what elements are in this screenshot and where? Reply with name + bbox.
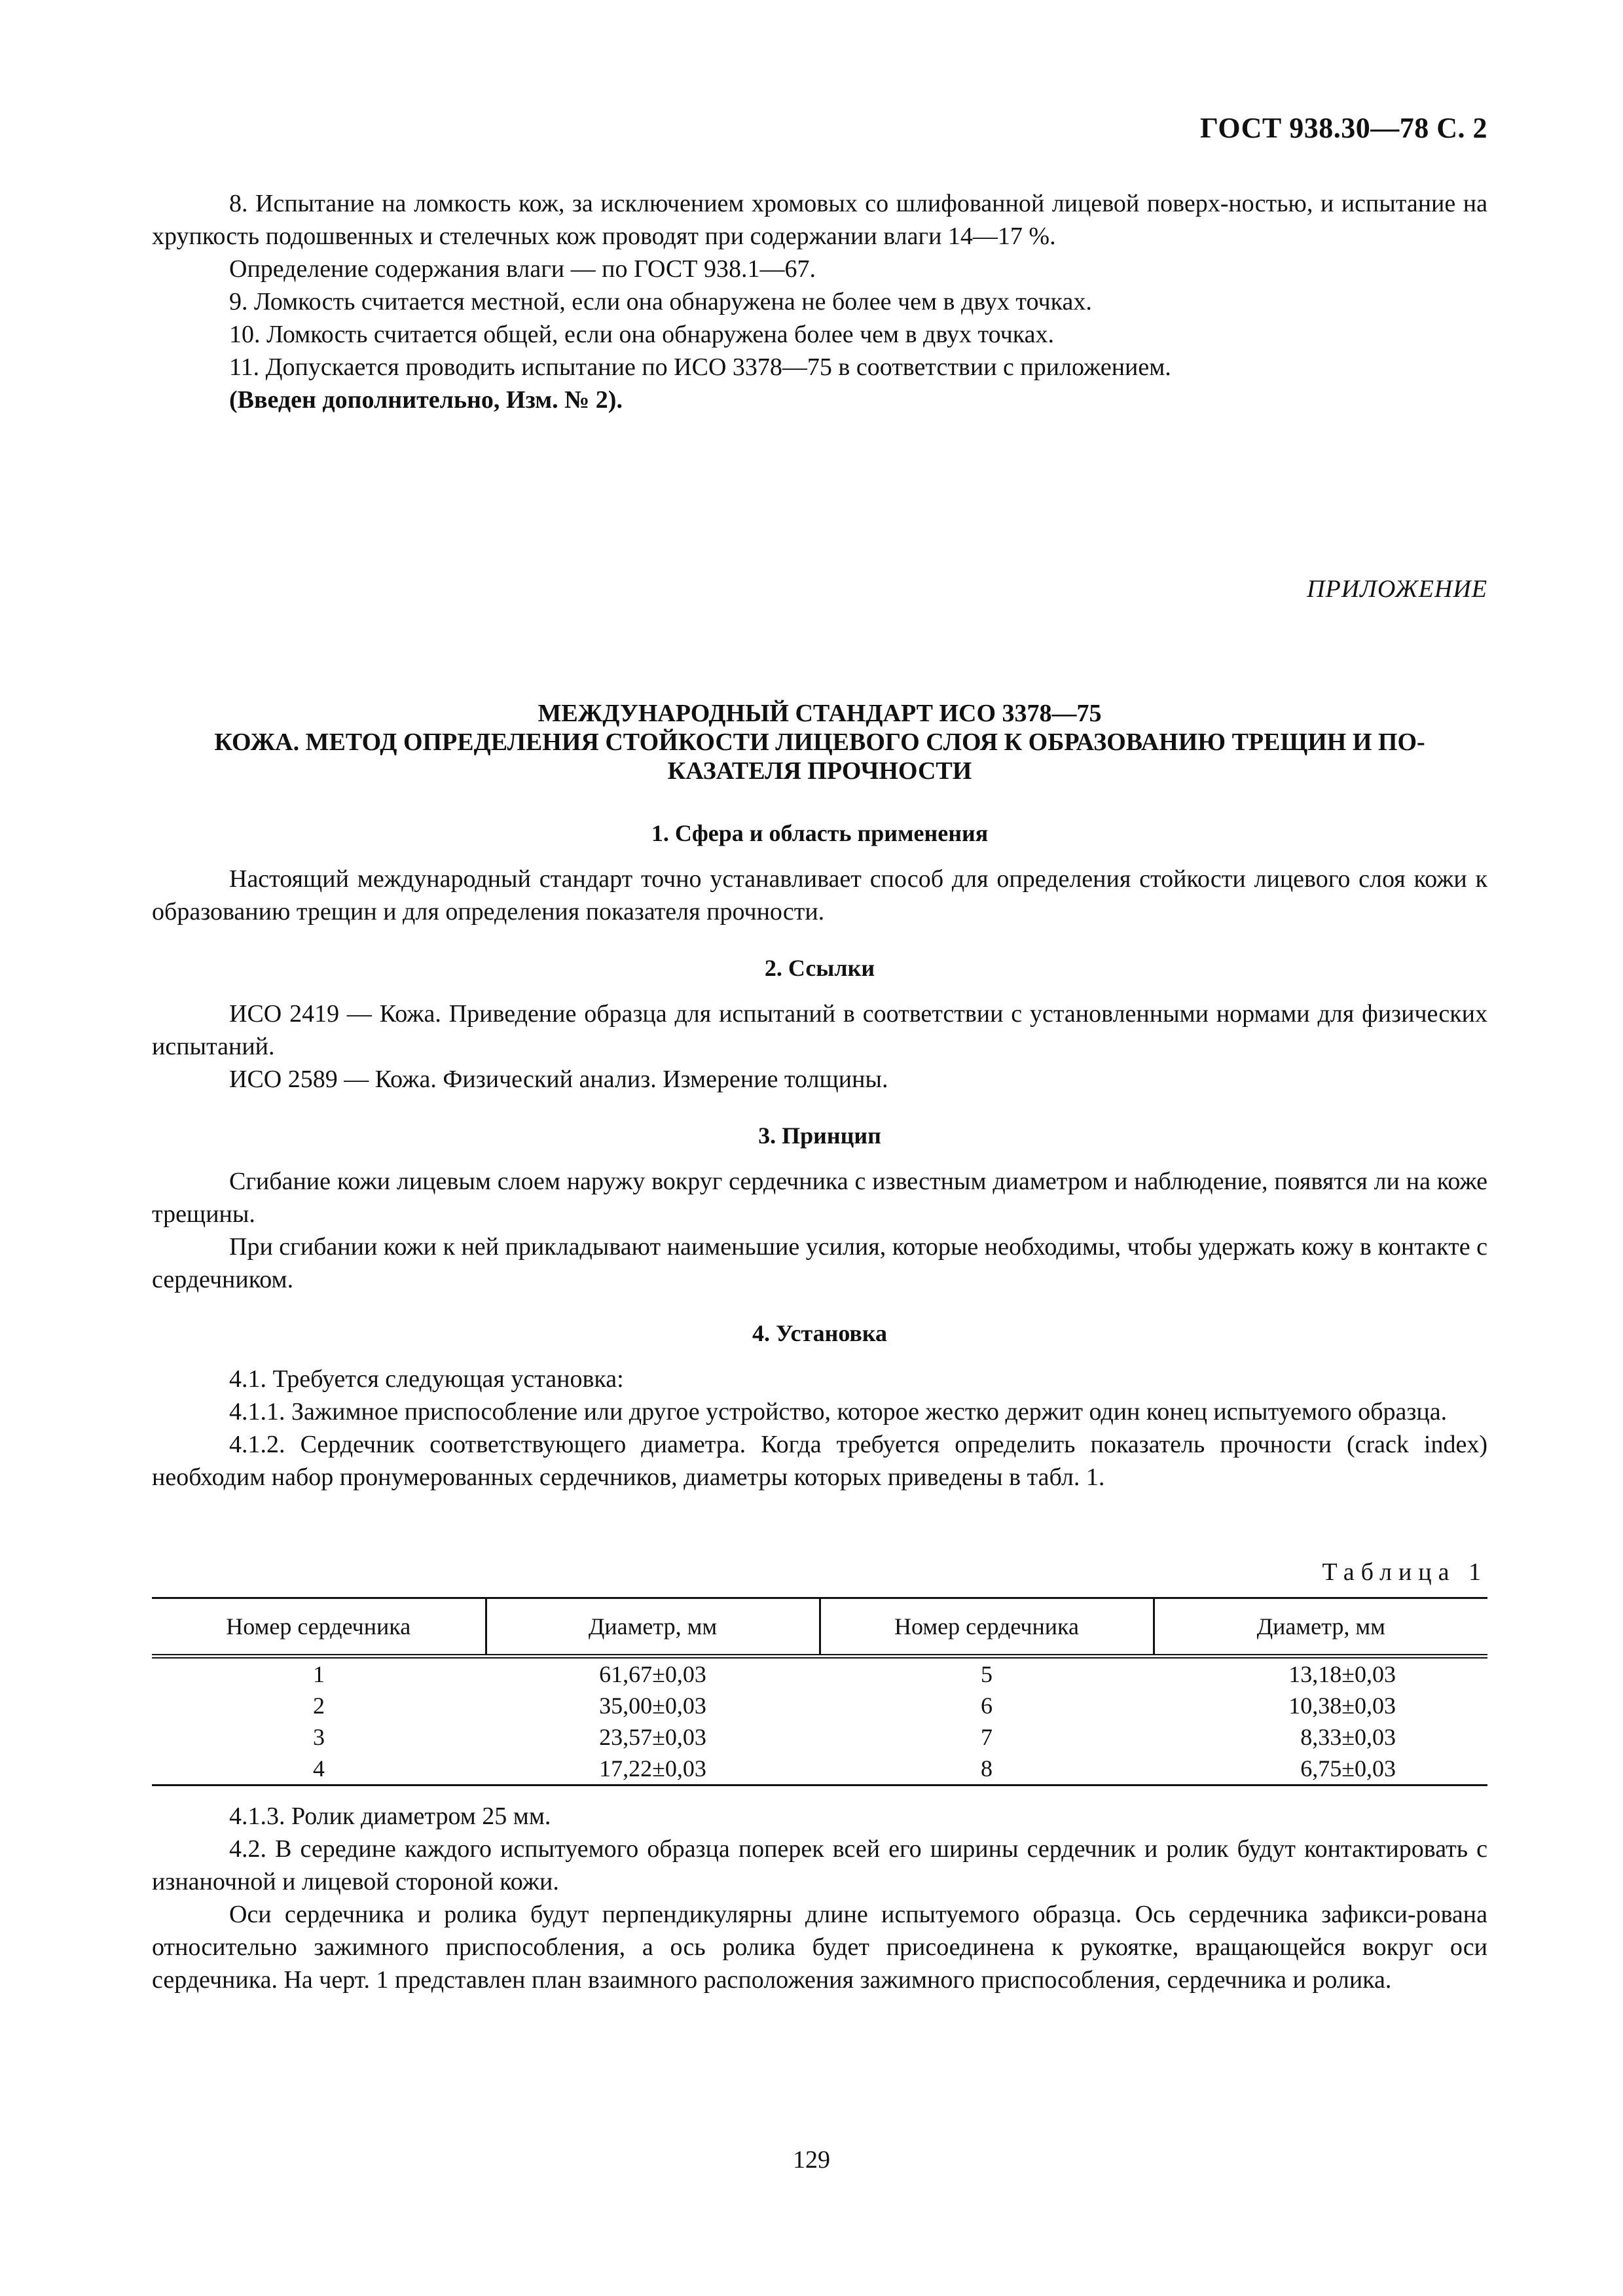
section-heading: 4. Установка: [752, 1320, 888, 1346]
paragraph-9: 9. Ломкость считается местной, если она обнаружена не более чем в двух точках.: [229, 288, 1092, 315]
table-value: 6,75±0,03: [1300, 1755, 1396, 1782]
table-cell: 6: [981, 1693, 993, 1719]
paragraph-4-1-3: 4.1.3. Ролик диаметром 25 мм.: [229, 1803, 551, 1830]
table-cell: 1: [313, 1661, 325, 1687]
table-cell: 4: [152, 1753, 486, 1785]
table-cell: [1154, 1721, 1487, 1753]
section-text: 4.1.1. Зажимное приспособление или другое устройство, которое жестко держит один конец испытуемого образца.: [229, 1398, 1448, 1426]
table-cell: [1154, 1657, 1487, 1691]
table-row: [152, 1721, 1487, 1753]
section-text: 4.1. Требуется следующая установка:: [229, 1365, 624, 1393]
table-header-cell: Диаметр, мм: [486, 1598, 820, 1657]
appendix-label: ПРИЛОЖЕНИЕ: [1307, 575, 1487, 603]
table-cell: [1154, 1690, 1487, 1721]
table-cell: 3: [313, 1724, 325, 1750]
section-heading: 3. Принцип: [758, 1122, 881, 1149]
section-3: [152, 1122, 1487, 1296]
section-heading: 1. Сфера и область применения: [651, 820, 989, 846]
table-header-cell: Номер сердечника: [152, 1598, 486, 1657]
table-cell: 35,00±0,03: [599, 1693, 706, 1719]
table-cell: 7: [981, 1724, 993, 1750]
section-2: [152, 954, 1487, 1096]
paragraph-moisture: Определение содержания влаги — по ГОСТ 938.1—67.: [229, 255, 816, 283]
table-cell: 2: [313, 1693, 325, 1719]
intro-block: [152, 187, 1487, 416]
continuation-block: [152, 1800, 1487, 1996]
table-header-cell: Диаметр, мм: [1154, 1598, 1487, 1657]
section-text: ИСО 2589 — Кожа. Физический анализ. Измерение толщины.: [229, 1066, 888, 1093]
table-row: [152, 1753, 1487, 1785]
table-caption: Таблица 1: [1322, 1558, 1487, 1586]
title-line: МЕЖДУНАРОДНЫЙ СТАНДАРТ ИСО 3378—75: [538, 700, 1102, 727]
paragraph-4-2: 4.2. В середине каждого испытуемого образца поперек всей его ширины сердечник и ролик будут контактировать с изнаночной и лицевой стороной кожи.: [152, 1835, 1487, 1895]
section-4: [152, 1319, 1487, 1494]
paragraph-axes: Оси сердечника и ролика будут перпендикулярны длине испытуемого образца. Ось сердечника зафикси-рована относительно зажимного приспособления, а ось ролика будет присоединена к рукоятке, вращающейся вокруг оси сердечника. На черт. 1 представлен план взаимного расположения зажимного приспособления, сердечника и ролика.: [152, 1901, 1487, 1994]
table-cell: [1154, 1753, 1487, 1785]
section-text: ИСО 2419 — Кожа. Приведение образца для испытаний в соответствии с установленными нормами для физических испытаний.: [152, 1000, 1487, 1060]
table-header-cell: Номер сердечника: [820, 1598, 1154, 1657]
section-heading: 2. Ссылки: [764, 955, 875, 981]
table-row: [152, 1690, 1487, 1721]
core-diameter-table: [152, 1597, 1487, 1786]
table-value: 13,18±0,03: [1288, 1661, 1396, 1687]
section-1: [152, 819, 1487, 928]
table-row: [152, 1657, 1487, 1691]
standard-title: [152, 699, 1487, 785]
section-text: Настоящий международный стандарт точно устанавливает способ для определения стойкости лицевого слоя кожи к образованию трещин и для определения показателя прочности.: [152, 865, 1487, 925]
paragraph-11: 11. Допускается проводить испытание по ИСО 3378—75 в соответствии с приложением.: [229, 353, 1171, 381]
paragraph-10: 10. Ломкость считается общей, если она обнаружена более чем в двух точках.: [229, 321, 1054, 348]
table-value: 10,38±0,03: [1288, 1693, 1396, 1719]
page-header: ГОСТ 938.30—78 С. 2: [1199, 112, 1487, 144]
table-value: 8,33±0,03: [1300, 1724, 1396, 1750]
paragraph-8: 8. Испытание на ломкость кож, за исключением хромовых со шлифованной лицевой поверх-ностью, и испытание на хрупкость подошвенных и стелечных кож проводят при содержании влаги 14—17 %.: [152, 190, 1487, 250]
table-cell: 61,67±0,03: [599, 1661, 706, 1687]
table-cell: 17,22±0,03: [486, 1753, 820, 1785]
section-text: При сгибании кожи к ней прикладывают наименьшие усилия, которые необходимы, чтобы удержать кожу в контакте с сердечником.: [152, 1233, 1487, 1293]
page-number: 129: [793, 2146, 830, 2174]
table-cell: 5: [981, 1661, 993, 1687]
title-line: КОЖА. МЕТОД ОПРЕДЕЛЕНИЯ СТОЙКОСТИ ЛИЦЕВОГО СЛОЯ К ОБРАЗОВАНИЮ ТРЕЩИН И ПО-: [214, 728, 1425, 756]
table-cell: 23,57±0,03: [599, 1724, 706, 1750]
section-text: 4.1.2. Сердечник соответствующего диаметра. Когда требуется определить показатель прочности (crack index) необходим набор пронумерованных сердечников, диаметры которых приведены в табл. 1.: [152, 1431, 1487, 1491]
title-line: КАЗАТЕЛЯ ПРОЧНОСТИ: [667, 757, 972, 785]
table-cell: 8: [820, 1753, 1154, 1785]
section-text: Сгибание кожи лицевым слоем наружу вокруг сердечника с известным диаметром и наблюдение, появятся ли на коже трещины.: [152, 1168, 1487, 1228]
amendment-note: (Введен дополнительно, Изм. № 2).: [229, 386, 623, 414]
